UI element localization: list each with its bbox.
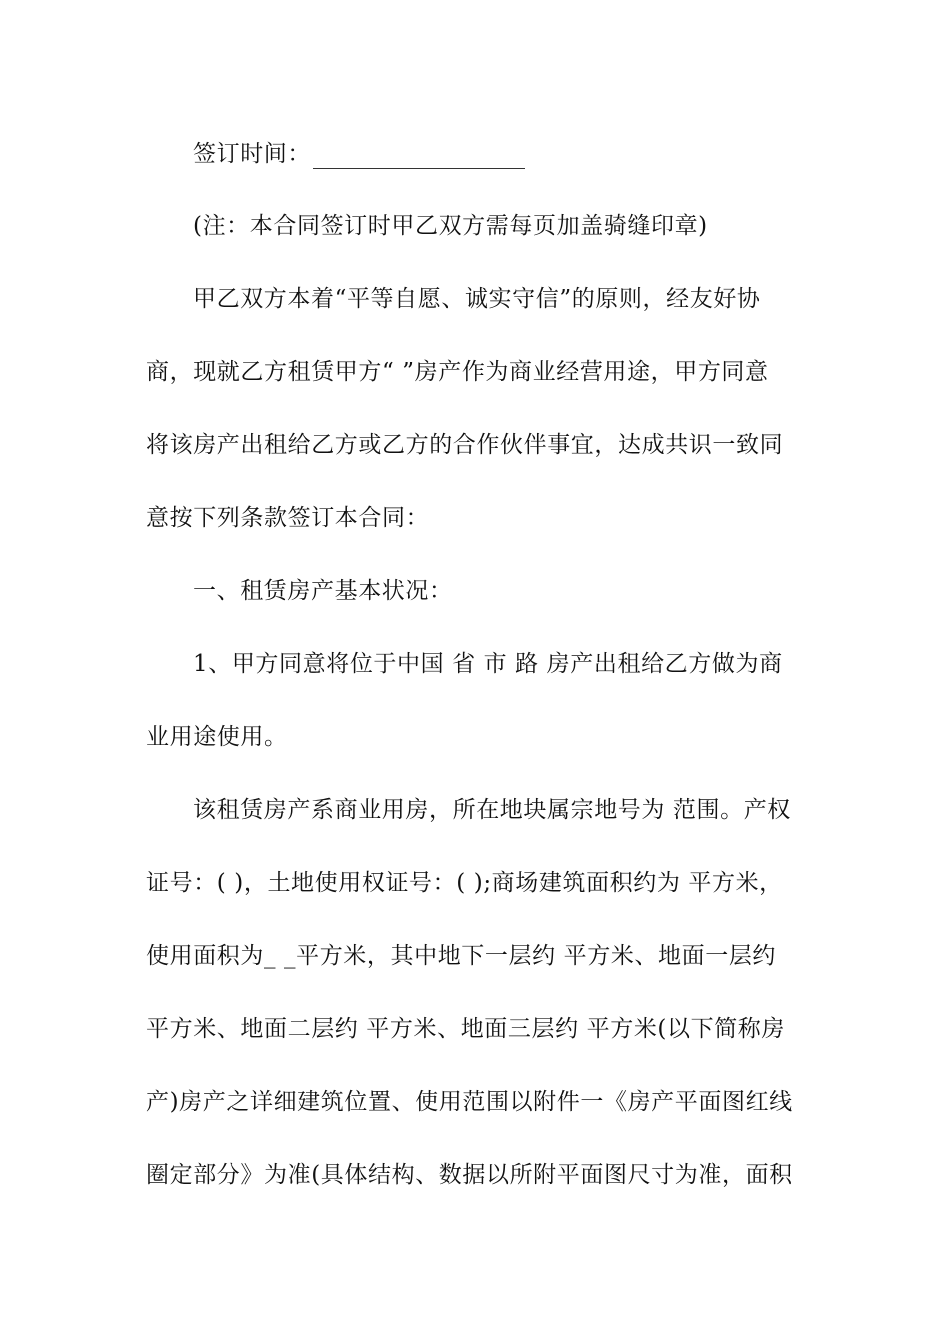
detail-line: 平方米、地面二层约 平方米、地面三层约 平方米(以下简称房	[146, 1016, 785, 1042]
preamble-line: 意按下列条款签订本合同：	[146, 505, 430, 531]
detail-line: 使用面积为_ _平方米，其中地下一层约 平方米、地面一层约	[146, 943, 777, 969]
detail-line: 该租赁房产系商业用房，所在地块属宗地号为 范围。产权	[193, 797, 791, 823]
section-heading: 一、租赁房产基本状况：	[193, 578, 453, 604]
sign-time-label: 签订时间：	[193, 141, 311, 167]
preamble-line: 甲乙双方本着“平等自愿、诚实守信”的原则，经友好协	[193, 286, 761, 312]
detail-line: 圈定部分》为准(具体结构、数据以所附平面图尺寸为准，面积	[146, 1162, 793, 1188]
detail-line: 证号：( )，土地使用权证号：( );商场建筑面积约为 平方米，	[146, 870, 783, 896]
preamble-line: 商，现就乙方租赁甲方“ ”房产作为商业经营用途，甲方同意	[146, 359, 769, 385]
sign-time-blank	[313, 146, 525, 169]
detail-line: 产)房产之详细建筑位置、使用范围以附件一《房产平面图红线	[146, 1089, 793, 1115]
clause-line: 业用途使用。	[146, 724, 288, 750]
sign-time-line	[193, 139, 525, 169]
clause-line: 1、甲方同意将位于中国 省 市 路 房产出租给乙方做为商	[193, 651, 783, 677]
preamble-line: 将该房产出租给乙方或乙方的合作伙伴事宜，达成共识一致同	[146, 432, 784, 458]
seal-note: (注：本合同签订时甲乙双方需每页加盖骑缝印章)	[193, 213, 708, 239]
